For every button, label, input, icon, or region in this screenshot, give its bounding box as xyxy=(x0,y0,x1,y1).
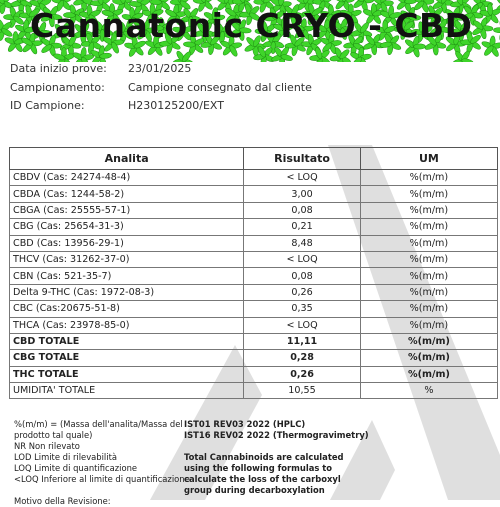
note-line: LOD Limite di rilevabilità xyxy=(14,452,190,463)
result-cell: 0,08 xyxy=(244,268,361,284)
table-row xyxy=(10,317,498,333)
result-cell: 8,48 xyxy=(244,235,361,251)
unit-cell: %(m/m) xyxy=(360,301,497,317)
page-title: Cannatonic CRYO - CBD xyxy=(30,6,473,45)
results-table xyxy=(9,147,498,399)
result-cell: 11,11 xyxy=(244,333,361,349)
table-row xyxy=(10,251,498,267)
method-text-line: calculate the loss of the carboxyl xyxy=(184,474,369,485)
unit-cell: %(m/m) xyxy=(360,366,497,382)
table-body xyxy=(10,170,498,399)
analyte-cell: CBG TOTALE xyxy=(10,350,244,366)
analyte-cell: CBDA (Cas: 1244-58-2) xyxy=(10,186,244,202)
header-result: Risultato xyxy=(244,148,361,170)
result-cell: 0,21 xyxy=(244,219,361,235)
unit-cell: %(m/m) xyxy=(360,202,497,218)
meta-value: 23/01/2025 xyxy=(128,62,191,75)
result-cell: 0,35 xyxy=(244,301,361,317)
note-line: prodotto tal quale) xyxy=(14,430,190,441)
unit-cell: %(m/m) xyxy=(360,284,497,300)
result-cell: < LOQ xyxy=(244,251,361,267)
meta-value: Campione consegnato dal cliente xyxy=(128,81,312,94)
unit-cell: %(m/m) xyxy=(360,350,497,366)
method-text-line: group during decarboxylation xyxy=(184,485,369,496)
unit-cell: %(m/m) xyxy=(360,317,497,333)
note-line: Motivo della Revisione: xyxy=(14,496,190,507)
meta-label: Campionamento: xyxy=(10,81,105,94)
analyte-cell: CBG (Cas: 25654-31-3) xyxy=(10,219,244,235)
result-cell: 0,28 xyxy=(244,350,361,366)
table-row xyxy=(10,333,498,349)
analyte-cell: Delta 9-THC (Cas: 1972-08-3) xyxy=(10,284,244,300)
analyte-cell: CBC (Cas:20675-51-8) xyxy=(10,301,244,317)
analyte-cell: CBDV (Cas: 24274-48-4) xyxy=(10,170,244,186)
table-row xyxy=(10,219,498,235)
result-cell: < LOQ xyxy=(244,170,361,186)
unit-cell: % xyxy=(360,383,497,399)
table-row xyxy=(10,383,498,399)
unit-cell: %(m/m) xyxy=(360,235,497,251)
table-row xyxy=(10,350,498,366)
analyte-cell: THCA (Cas: 23978-85-0) xyxy=(10,317,244,333)
meta-label: Data inizio prove: xyxy=(10,62,107,75)
unit-cell: %(m/m) xyxy=(360,170,497,186)
result-cell: 0,26 xyxy=(244,366,361,382)
unit-cell: %(m/m) xyxy=(360,268,497,284)
analyte-cell: CBN (Cas: 521-35-7) xyxy=(10,268,244,284)
table-row xyxy=(10,170,498,186)
table-row xyxy=(10,268,498,284)
method-line: IST01 REV03 2022 (HPLC) xyxy=(184,419,369,430)
analyte-cell: THC TOTALE xyxy=(10,366,244,382)
meta-value: H230125200/EXT xyxy=(128,99,224,112)
method-text-line: using the following formulas to xyxy=(184,463,369,474)
method-text-line: Total Cannabinoids are calculated xyxy=(184,452,369,463)
result-cell: 0,26 xyxy=(244,284,361,300)
analyte-cell: CBD TOTALE xyxy=(10,333,244,349)
note-line: %(m/m) = (Massa dell'analita/Massa del xyxy=(14,419,190,430)
method-line: IST16 REV02 2022 (Thermogravimetry) xyxy=(184,430,369,441)
analyte-cell: CBD (Cas: 13956-29-1) xyxy=(10,235,244,251)
note-line: LOQ Limite di quantificazione xyxy=(14,463,190,474)
table-row xyxy=(10,202,498,218)
table-header-row xyxy=(10,148,498,170)
unit-cell: %(m/m) xyxy=(360,333,497,349)
meta-label: ID Campione: xyxy=(10,99,85,112)
table-row xyxy=(10,235,498,251)
result-cell: 0,08 xyxy=(244,202,361,218)
note-line: NR Non rilevato xyxy=(14,441,190,452)
result-cell: 3,00 xyxy=(244,186,361,202)
note-line: <LOQ Inferiore al limite di quantificazione xyxy=(14,474,190,485)
notes-methods xyxy=(184,419,369,496)
analyte-cell: THCV (Cas: 31262-37-0) xyxy=(10,251,244,267)
table-row xyxy=(10,301,498,317)
note-line xyxy=(14,485,190,496)
header-unit: UM xyxy=(360,148,497,170)
unit-cell: %(m/m) xyxy=(360,251,497,267)
result-cell: 10,55 xyxy=(244,383,361,399)
unit-cell: %(m/m) xyxy=(360,219,497,235)
notes-legend xyxy=(14,419,190,507)
header-analyte: Analita xyxy=(10,148,244,170)
analyte-cell: CBGA (Cas: 25555-57-1) xyxy=(10,202,244,218)
table-row xyxy=(10,366,498,382)
unit-cell: %(m/m) xyxy=(360,186,497,202)
result-cell: < LOQ xyxy=(244,317,361,333)
table-row xyxy=(10,284,498,300)
analyte-cell: UMIDITA' TOTALE xyxy=(10,383,244,399)
table-row xyxy=(10,186,498,202)
